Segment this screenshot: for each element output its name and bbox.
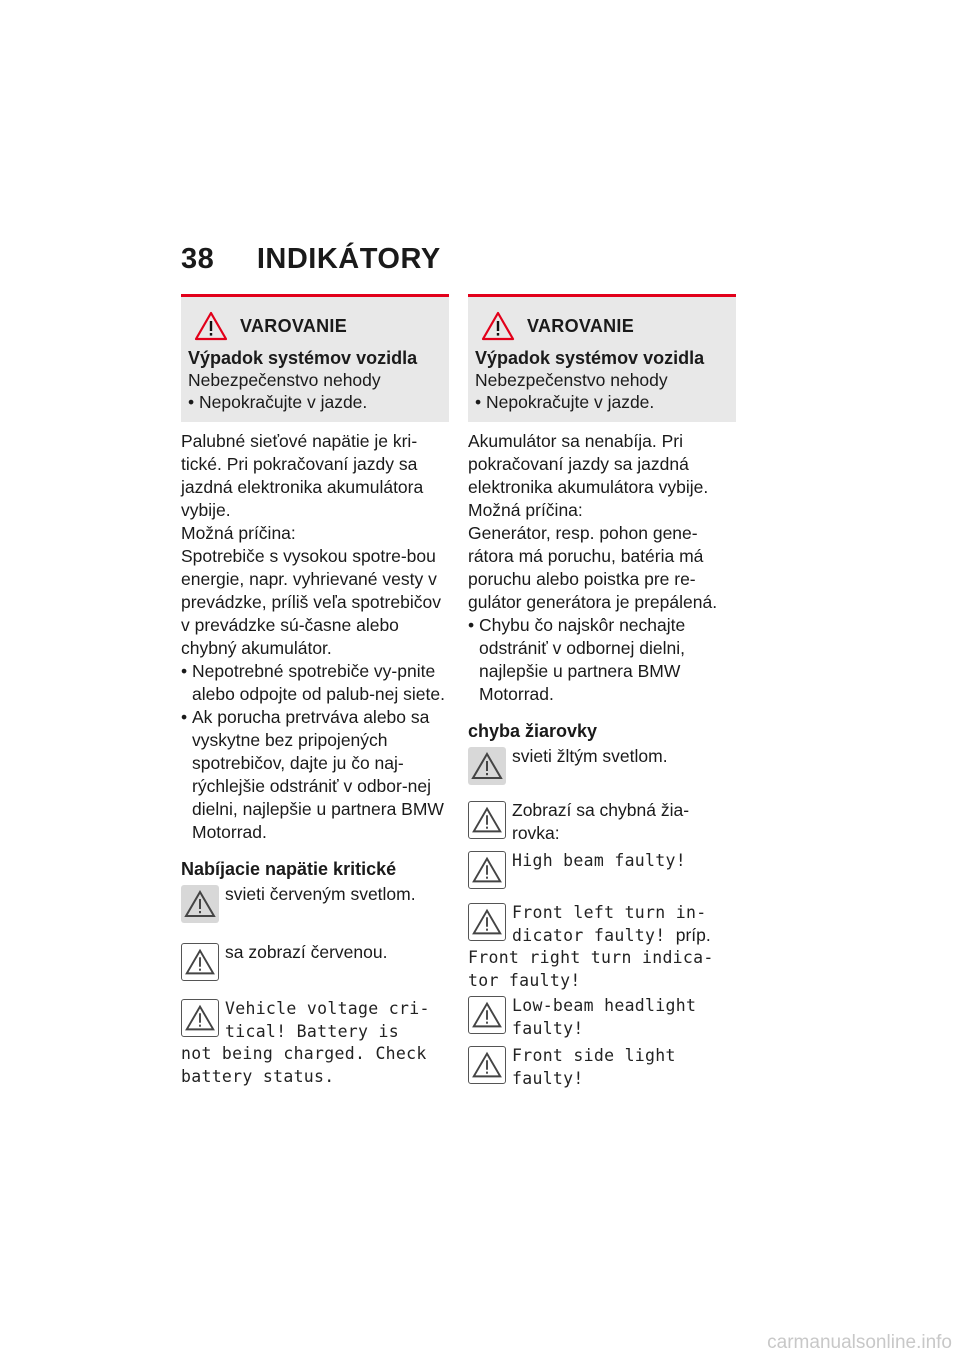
indicator-row [468, 849, 736, 895]
page-header [181, 243, 441, 276]
action-bullet: • Chybu čo najskôr nechajte odstrániť v odbornej dielni, najlepšie u partnera BMW Motorrad. [468, 614, 736, 706]
indicator-row [468, 901, 736, 947]
warning-header [475, 311, 729, 341]
general-warning-indicator-icon [468, 996, 506, 1034]
indicator-row [181, 941, 449, 987]
warning-hazard: Nebezpečenstvo nehody [475, 370, 668, 390]
display-message [512, 901, 736, 947]
display-message-line: Vehicle voltage cri- [225, 999, 430, 1018]
indicator-row [181, 883, 449, 929]
display-message-line: tical! Battery is [225, 1022, 399, 1041]
indicator-row [468, 799, 736, 845]
page-title: INDIKÁTORY [256, 243, 441, 275]
display-message-part: dicator faulty! [512, 926, 666, 945]
section-title: chyba žiarovky [468, 721, 598, 741]
indicator-text: svieti červeným svetlom. [225, 884, 416, 904]
display-message-line: battery status. [181, 1067, 335, 1086]
cause-text: Spotrebiče s vysokou spotre-bou energie, napr. vyhrievané vesty v prevádzke, príliš veľa spotrebičov v prevádzke sú-časne alebo chybný akumulátor. [181, 546, 441, 658]
watermark: carmanualsonline.info [767, 1332, 952, 1353]
display-message-line: faulty! [512, 1019, 584, 1038]
indicator-row [181, 997, 449, 1043]
general-warning-indicator-icon [468, 747, 506, 785]
warning-box [181, 294, 449, 422]
warning-subtitle: Výpadok systémov vozidla [475, 348, 705, 368]
cause-label: Možná príčina: [468, 500, 583, 520]
indicator-text: Zobrazí sa chybná žia-rovka: [512, 800, 690, 843]
general-warning-indicator-icon [468, 801, 506, 839]
action-bullet: • Nepotrebné spotrebiče vy-pnite alebo odpojte od palub-nej siete. [181, 660, 449, 706]
display-message-continued [468, 946, 736, 992]
display-message-line: faulty! [512, 1069, 584, 1088]
indicator-row [468, 994, 736, 1040]
conjunction-text: príp. [675, 925, 711, 945]
general-warning-indicator-icon [181, 885, 219, 923]
warning-triangle-icon [481, 311, 515, 341]
page-number: 38 [181, 243, 215, 275]
general-warning-indicator-icon [181, 943, 219, 981]
indicator-row [468, 745, 736, 791]
action-bullet: • Ak porucha pretrváva alebo sa vyskytne bez pripojených spotrebičov, dajte ju čo naj-rýchlejšie odstrániť v odbor-nej dielni, najlepšie u partnera BMW Motorrad. [181, 706, 449, 844]
display-message-line: not being charged. Check [181, 1044, 427, 1063]
cause-text: Generátor, resp. pohon gene-rátora má poruchu, batéria má poruchu alebo poistka pre re-gulátor generátora je prepálená. [468, 523, 718, 612]
warning-box [468, 294, 736, 422]
warning-instruction: • Nepokračujte v jazde. [475, 392, 655, 412]
display-message-line: Front side light [512, 1046, 676, 1065]
general-warning-indicator-icon [181, 999, 219, 1037]
display-message-line: Front right turn indica- [468, 948, 714, 967]
warning-label: VAROVANIE [527, 315, 635, 336]
general-warning-indicator-icon [468, 903, 506, 941]
description-text: Palubné sieťové napätie je kri-tické. Pri pokračovaní jazdy sa jazdná elektronika akumulátora vybije. [181, 431, 424, 520]
left-column [181, 294, 449, 1088]
indicator-row [468, 1044, 736, 1090]
warning-subtitle: Výpadok systémov vozidla [188, 348, 418, 368]
display-message [512, 1044, 736, 1090]
warning-triangle-icon [194, 311, 228, 341]
display-message-continued [181, 1042, 449, 1088]
warning-label: VAROVANIE [240, 315, 348, 336]
description-block [468, 430, 736, 706]
indicator-text: sa zobrazí červenou. [225, 942, 388, 962]
description-block [181, 430, 449, 844]
warning-instruction: • Nepokračujte v jazde. [188, 392, 368, 412]
display-message-line [512, 924, 736, 947]
warning-header [188, 311, 442, 341]
display-message-line: Low-beam headlight [512, 996, 697, 1015]
display-message [512, 994, 736, 1040]
display-message [225, 997, 449, 1043]
indicator-text: svieti žltým svetlom. [512, 746, 668, 766]
right-column [468, 294, 736, 1090]
section-title: Nabíjacie napätie kritické [181, 859, 397, 879]
cause-label: Možná príčina: [181, 523, 296, 543]
display-message-line: Front left turn in- [512, 903, 707, 922]
display-message: High beam faulty! [512, 851, 686, 870]
general-warning-indicator-icon [468, 1046, 506, 1084]
general-warning-indicator-icon [468, 851, 506, 889]
display-message-line: tor faulty! [468, 971, 581, 990]
description-text: Akumulátor sa nenabíja. Pri pokračovaní jazdy sa jazdná elektronika akumulátora vybije. [468, 431, 709, 497]
warning-hazard: Nebezpečenstvo nehody [188, 370, 381, 390]
